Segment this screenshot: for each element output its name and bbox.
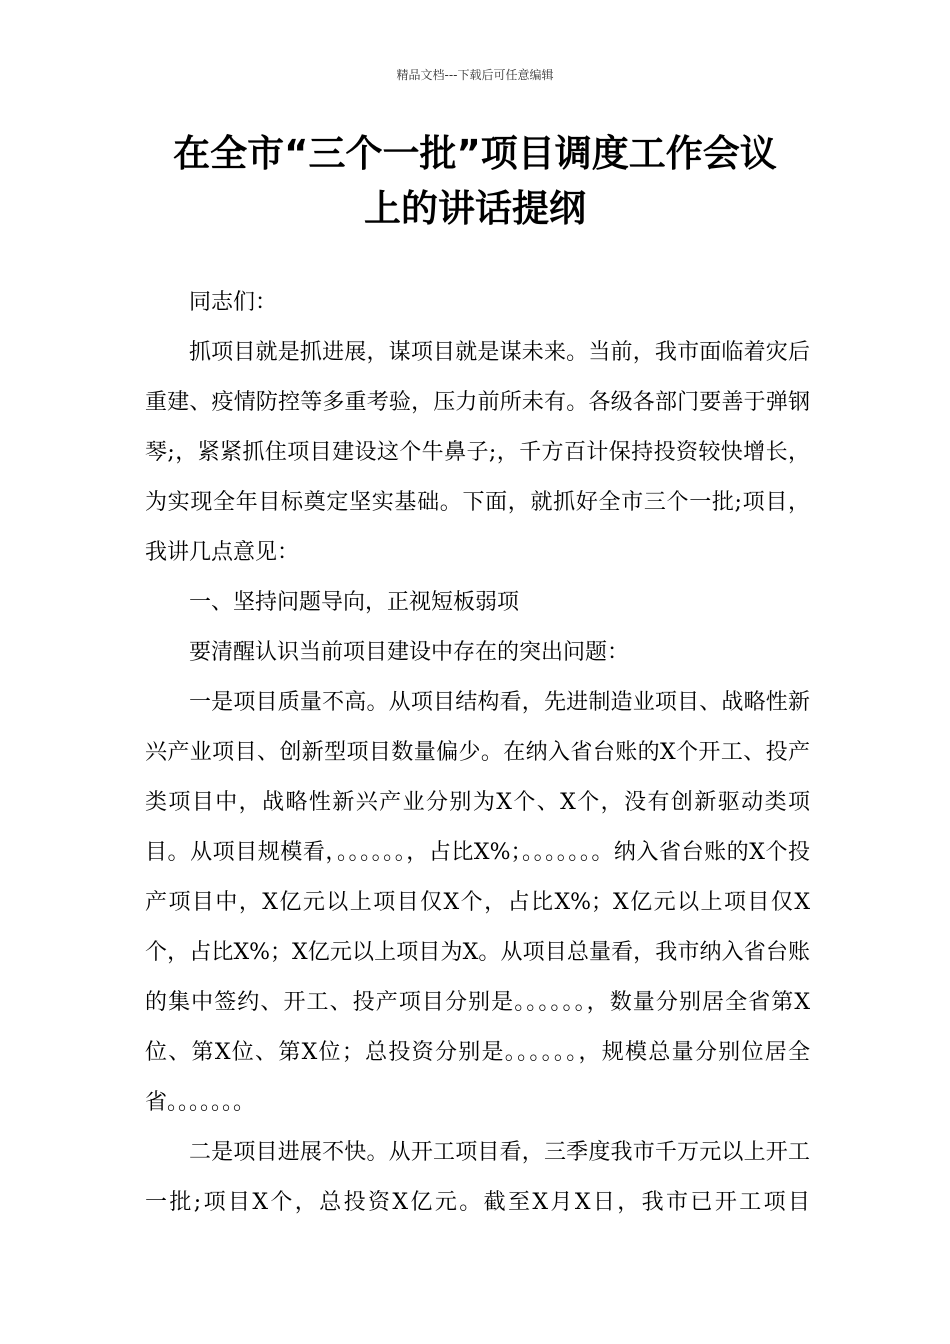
paragraph-lead: 要清醒认识当前项目建设中存在的突出问题： [189, 640, 630, 665]
document-title [120, 126, 830, 236]
page-header: 精品文档---下载后可任意编辑 [396, 68, 554, 82]
title-line-2: 上的讲话提纲 [364, 187, 586, 230]
paragraph-point-1: 一是项目质量不高。从项目结构看，先进制造业项目、战略性新兴产业项目、创新型项目数量偏少。在纳入省台账的X个开工、投产类项目中，战略性新兴产业分别为X个、X个，没有创新驱动类项目。从项目规模看，。。。。。。，占比X%；。。。。。。。纳入省台账的X个投产项目中，X亿元以上项目仅X个，占比X%；X亿元以上项目仅X个，占比X%；X亿元以上项目为X。从项目总量看，我市纳入省台账的集中签约、开工、投产项目分别是。。。。。。，数量分别居全省第X位、第X位、第X位；总投资分别是。。。。。。，规模总量分别位居全省。。。。。。。 [145, 690, 810, 1115]
paragraph-point-2: 二是项目进展不快。从开工项目看，三季度我市千万元以上开工一批;项目X个，总投资X亿元。截至X月X日，我市已开工项目 [145, 1140, 810, 1215]
section-heading-1: 一、坚持问题导向，正视短板弱项 [189, 590, 520, 615]
paragraph-intro: 抓项目就是抓进展，谋项目就是谋未来。当前，我市面临着灾后重建、疫情防控等多重考验，压力前所未有。各级各部门要善于弹钢琴;，紧紧抓住项目建设这个牛鼻子;，千方百计保持投资较快增长，为实现全年目标奠定坚实基础。下面，就抓好全市三个一批;项目，我讲几点意见： [145, 340, 810, 565]
salutation: 同志们： [189, 290, 278, 315]
title-line-1: 在全市“三个一批”项目调度工作会议 [173, 132, 777, 175]
document-body [145, 278, 810, 1228]
